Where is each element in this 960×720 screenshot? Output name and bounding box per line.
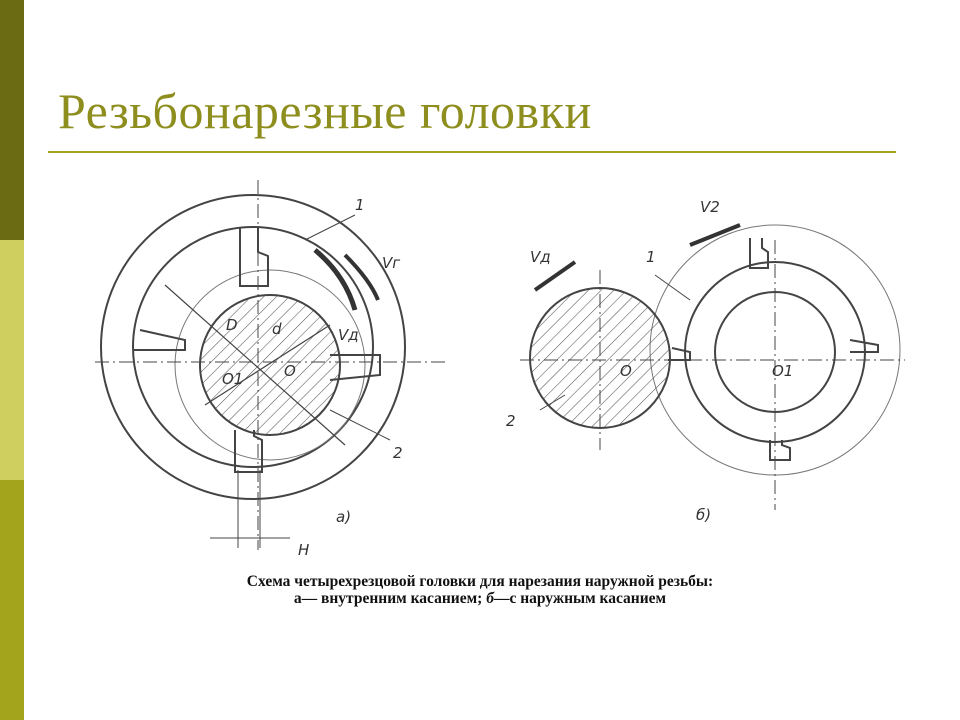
label-a-2: 2 [393, 444, 403, 462]
label-b-O: O [620, 362, 632, 380]
label-a-O: O [284, 362, 296, 380]
label-a-d: d [272, 320, 282, 338]
label-a-H: H [298, 541, 310, 559]
label-a-vd: Vд [338, 326, 359, 344]
caption-line-1: Схема четырехрезцовой головки для нарезания наружной резьбы: [246, 573, 714, 590]
label-b-subcaption: б) [696, 506, 712, 524]
label-a-vg: Vг [382, 254, 401, 272]
label-b-1: 1 [646, 248, 656, 266]
side-bar-dark [0, 0, 24, 240]
title-underline [48, 151, 896, 153]
drawing-b [520, 225, 905, 510]
caption-line-2-c: —с наружным касанием [493, 590, 667, 607]
caption-line-2 [0, 590, 960, 607]
slide-title: Резьбонарезные головки [58, 83, 592, 139]
drawing-a [95, 180, 445, 550]
label-a-1: 1 [355, 196, 365, 214]
label-a-subcaption: а) [336, 508, 352, 526]
technical-drawing [80, 170, 920, 565]
label-b-2: 2 [506, 412, 516, 430]
label-b-vd: Vд [530, 248, 551, 266]
caption-line-2-b: б [486, 590, 494, 607]
side-bar-light [0, 240, 24, 480]
figure-caption [0, 573, 960, 607]
caption-line-2-a: а— внутренним касанием; [293, 590, 487, 607]
label-b-v2: V2 [700, 198, 720, 216]
label-b-O1: O1 [772, 362, 794, 380]
label-a-D: D [226, 316, 238, 334]
label-a-O1: O1 [222, 370, 244, 388]
